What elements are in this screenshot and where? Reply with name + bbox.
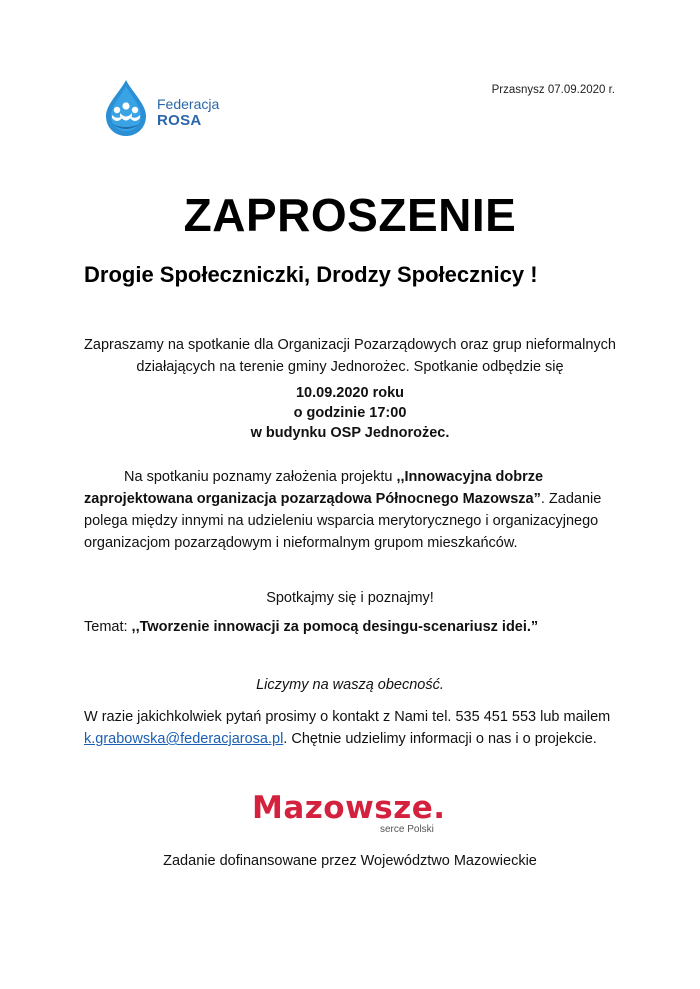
- contact-email-link[interactable]: k.grabowska@federacjarosa.pl: [84, 731, 284, 747]
- logo-text-rosa: ROSA: [157, 112, 202, 129]
- meet-us-line: Spotkajmy się i poznajmy!: [266, 590, 434, 606]
- logo-text-federacja: Federacja: [157, 96, 220, 112]
- water-drop-icon: [100, 78, 152, 138]
- contact-paragraph: [84, 706, 624, 750]
- project-name: ,,Innowacyjna dobrze zaprojektowana organizacja pozarządowa Północnego Mazowsza”: [84, 469, 544, 507]
- project-description: . Zadanie polega między innymi na udzieleniu wsparcia merytorycznego i organizacyjnego organizacjom pozarządowym i nieformalnym grupom mieszkańców.: [84, 491, 602, 551]
- greeting: Drogie Społeczniczki, Drodzy Społecznicy !: [84, 262, 538, 287]
- topic-line: [84, 619, 538, 635]
- contact-text-end: . Chętnie udzielimy informacji o nas i o projekcie.: [283, 731, 597, 747]
- mazowsze-wordmark: Mazowsze.: [252, 790, 446, 826]
- place-and-date: Przasnysz 07.09.2020 r.: [491, 84, 615, 96]
- topic-value: ,,Tworzenie innowacji za pomocą desingu-scenariusz idei.”: [131, 619, 539, 635]
- meeting-place: w budynku OSP Jednorożec.: [250, 425, 450, 441]
- project-lead: Na spotkaniu poznamy założenia projektu: [124, 469, 397, 485]
- meeting-time: o godzinie 17:00: [293, 405, 407, 421]
- project-paragraph: [84, 466, 618, 554]
- intro-paragraph: Zapraszamy na spotkanie dla Organizacji Pozarządowych oraz grup nieformalnych działających na terenie gminy Jednorożec. Spotkanie odbędzie się: [84, 337, 616, 375]
- mazowsze-logo: [250, 790, 450, 840]
- meeting-details: [0, 383, 700, 443]
- meeting-date: 10.09.2020 roku: [295, 385, 405, 401]
- mazowsze-tagline: serce Polski: [380, 824, 434, 835]
- closing-line: Liczymy na waszą obecność.: [256, 677, 444, 693]
- contact-text: W razie jakichkolwiek pytań prosimy o kontakt z Nami tel. 535 451 553 lub mailem: [84, 709, 611, 725]
- topic-label: Temat:: [84, 619, 132, 635]
- funding-note: Zadanie dofinansowane przez Województwo Mazowieckie: [163, 853, 537, 869]
- document-title: ZAPROSZENIE: [183, 189, 517, 241]
- federacja-rosa-logo: [100, 78, 240, 138]
